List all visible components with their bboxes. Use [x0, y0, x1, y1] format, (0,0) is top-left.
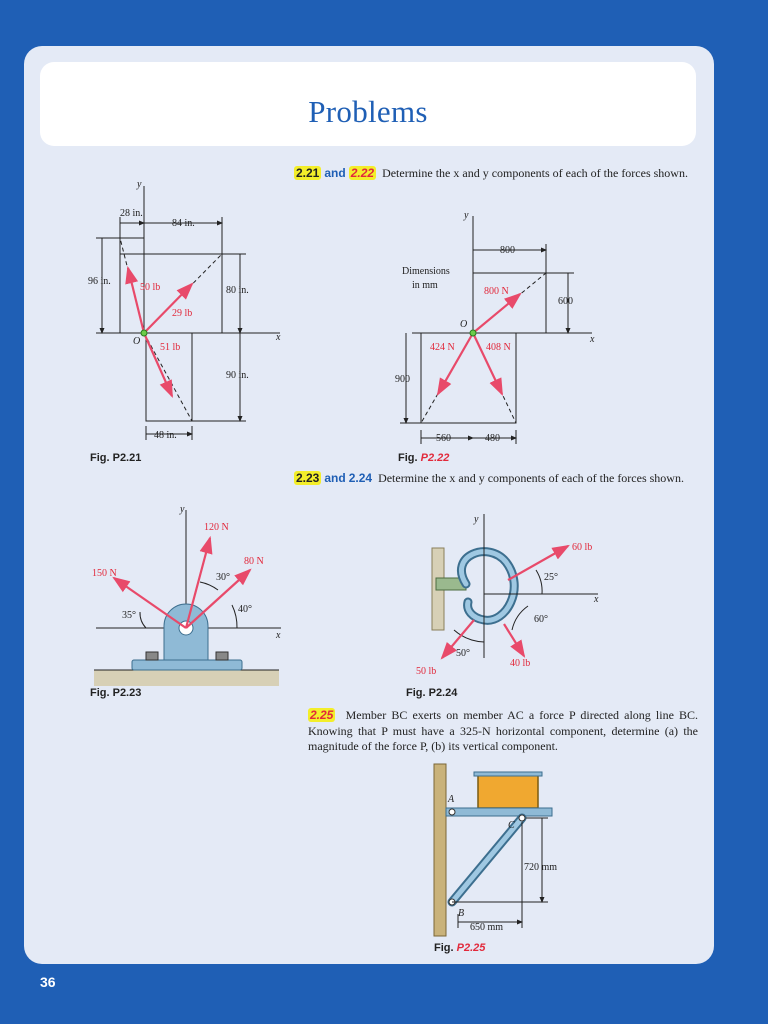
page-title: Problems	[308, 94, 428, 129]
point-a-label: A	[448, 794, 455, 805]
angle-30: 30°	[216, 572, 230, 583]
problem-number: 2.22	[350, 166, 375, 180]
axis-y-label: y	[180, 504, 185, 515]
dim-720mm: 720 mm	[524, 862, 558, 873]
problem-statement: Determine the x and y components of each of the forces shown.	[382, 166, 688, 180]
axis-y-label: y	[474, 514, 479, 525]
dim-48in: 48 in.	[154, 430, 177, 441]
figure-p2-22	[392, 206, 612, 450]
dim-96in: 96 in.	[88, 276, 111, 287]
dim-600: 600	[558, 296, 573, 307]
dim-900: 900	[395, 374, 410, 385]
problem-2-21-text	[294, 166, 698, 182]
dim-560: 560	[436, 433, 451, 444]
axis-y-label: y	[137, 179, 142, 190]
header-box	[40, 62, 696, 146]
figure-p2-21	[80, 176, 290, 446]
dim-650mm: 650 mm	[470, 922, 504, 933]
caption-number: P2.22	[420, 452, 450, 464]
dimensions-note: Dimensions	[402, 266, 450, 277]
dim-84in: 84 in.	[172, 218, 195, 229]
axis-x-label: x	[594, 594, 599, 605]
force-29lb-label: 29 lb	[172, 308, 193, 319]
dim-90in: 90 in.	[226, 370, 249, 381]
force-50lb-label: 50 lb	[140, 282, 161, 293]
force-120n-label: 120 N	[204, 522, 229, 533]
caption-number: P2.25	[456, 942, 486, 954]
dimensions-unit: in mm	[412, 280, 438, 291]
origin-label: O	[133, 336, 141, 347]
dim-80in: 80 in.	[226, 285, 249, 296]
problem-statement: Determine the x and y components of each of the forces shown.	[378, 471, 684, 485]
force-80n-label: 80 N	[244, 556, 264, 567]
caption-fig-p2-23: Fig. P2.23	[90, 687, 142, 699]
dim-28in: 28 in.	[120, 208, 143, 219]
caption-fig-p2-25	[434, 942, 485, 954]
problem-2-25-text	[308, 708, 698, 755]
caption-fig-p2-24: Fig. P2.24	[406, 687, 458, 699]
caption-prefix: Fig.	[398, 452, 418, 464]
problem-number: 2.24	[348, 471, 373, 485]
problem-2-23-text	[294, 471, 698, 487]
force-424n-label: 424 N	[430, 342, 455, 353]
problem-and: and	[324, 166, 346, 180]
figure-p2-25	[430, 762, 580, 938]
force-408n-label: 408 N	[486, 342, 511, 353]
dim-480: 480	[485, 433, 500, 444]
angle-60: 60°	[534, 614, 548, 625]
force-60lb-label: 60 lb	[572, 542, 593, 553]
caption-fig-p2-22	[398, 452, 449, 464]
angle-35: 35°	[122, 610, 136, 621]
force-40lb-label: 40 lb	[510, 658, 531, 669]
caption-prefix: Fig.	[434, 942, 454, 954]
angle-25: 25°	[544, 572, 558, 583]
problem-statement: Member BC exerts on member AC a force P directed along line BC. Knowing that P must have a 325-N horizontal component, determine (a) the magnitude of the force P, (b) its vertical component.	[308, 708, 699, 753]
axis-x-label: x	[276, 630, 281, 641]
point-c-label: C	[508, 820, 515, 831]
dim-800: 800	[500, 245, 515, 256]
figure-p2-23	[86, 500, 286, 690]
angle-40: 40°	[238, 604, 252, 615]
problem-and: and	[324, 471, 346, 485]
problem-number: 2.23	[296, 471, 320, 485]
origin-label: O	[460, 319, 468, 330]
axis-x-label: x	[590, 334, 595, 345]
force-800n-label: 800 N	[484, 286, 509, 297]
angle-50: 50°	[456, 648, 470, 659]
axis-x-label: x	[276, 332, 281, 343]
force-150n-label: 150 N	[92, 568, 117, 579]
force-50lb-label: 50 lb	[416, 666, 437, 677]
page-number: 36	[40, 974, 56, 990]
problem-number: 2.21	[296, 166, 320, 180]
figure-p2-24	[408, 506, 608, 681]
caption-fig-p2-21: Fig. P2.21	[90, 452, 142, 464]
problem-number: 2.25	[310, 708, 334, 722]
axis-y-label: y	[464, 210, 469, 221]
point-b-label: B	[458, 908, 465, 919]
force-51lb-label: 51 lb	[160, 342, 181, 353]
